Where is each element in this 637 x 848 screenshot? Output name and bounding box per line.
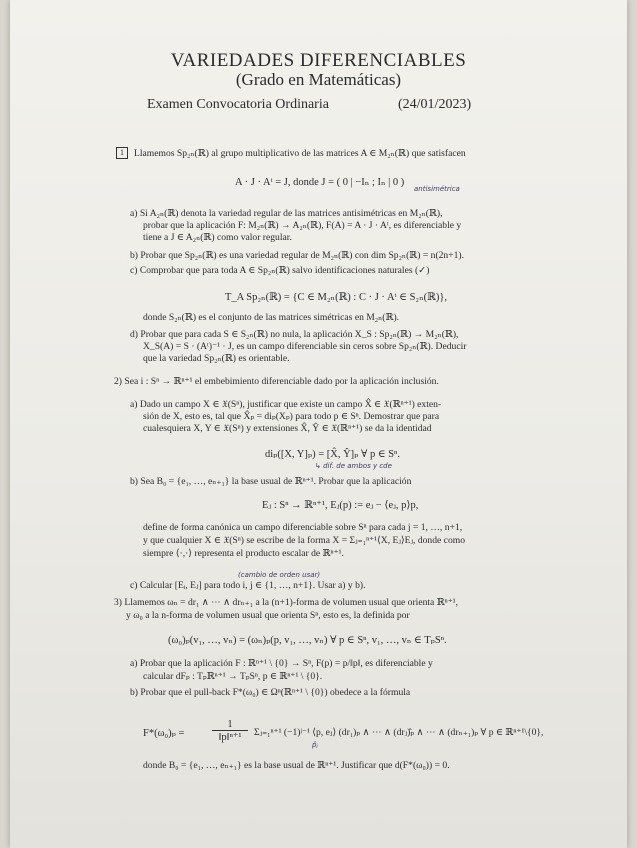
- q1c-after: donde S₂ₙ(ℝ) es el conjunto de las matrices simétricas en M₂ₙ(ℝ).: [143, 312, 400, 323]
- q1d-line-3: que la variedad Sp₂ₙ(ℝ) es orientable.: [143, 353, 290, 364]
- q3b-formula-rhs: Σⱼ₌₁ⁿ⁺¹ (−1)ʲ⁻¹ ⟨p, eⱼ⟩ (dr₁)ₚ ∧ ⋯ ∧ (drⱼ)̂ₚ ∧ ⋯ ∧ (drₙ₊₁)ₚ ∀ p ∈ ℝⁿ⁺¹\{0},: [254, 727, 544, 738]
- exam-name: Examen Convocatoria Ordinaria: [147, 97, 329, 112]
- page-title: VARIEDADES DIFERENCIABLES: [170, 50, 467, 71]
- q3a-line-1: a) Probar que la aplicación F : ℝⁿ⁺¹ \ {0} → Sⁿ, F(p) = p/‖p‖, es diferenciable y: [130, 658, 433, 669]
- q2-intro: 2) Sea i : Sⁿ → ℝⁿ⁺¹ el embebimiento diferenciable dado por la aplicación inclusión.: [114, 376, 439, 387]
- q2a-line-2: sión de X, esto es, tal que X̂ₚ = diₚ(Xₚ) para todo p ∈ Sⁿ. Demostrar que para: [143, 411, 440, 422]
- q3-formula: (ω₀)ₚ(v₁, …, vₙ) = (ωₙ)ₚ(p, v₁, …, vₙ) ∀ p ∈ Sⁿ, v₁, …, vₙ ∈ TₚSⁿ.: [168, 635, 447, 646]
- q3b-after: donde B₀ = {e₁, …, eₙ₊₁} es la base usual de ℝⁿ⁺¹. Justificar que d(F*(ω₀)) = 0.: [143, 760, 450, 771]
- q3b-formula-lhs: F*(ω₀)ₚ =: [143, 728, 185, 739]
- q1a-line-1: a) Si A₂ₙ(ℝ) denota la variedad regular de las matrices antisimétricas en M₂ₙ(ℝ),: [130, 208, 443, 219]
- exam-sheet: [10, 0, 627, 848]
- q1-handwritten-note: antisimétrica: [414, 185, 460, 193]
- q1a-line-3: tiene a J ∈ A₂ₙ(ℝ) como valor regular.: [143, 232, 292, 243]
- q3b-handwritten-note: p̂ⱼ: [312, 741, 318, 749]
- q1a-line-2: probar que la aplicación F: M₂ₙ(ℝ) → A₂ₙ(ℝ), F(A) = A · J · Aᵗ, es diferenciable y: [143, 220, 462, 231]
- q2a-line-1: a) Dado un campo X ∈ 𝔛(Sⁿ), justificar que existe un campo X̂ ∈ 𝔛(ℝⁿ⁺¹) exten-: [130, 399, 442, 410]
- exam-date: (24/01/2023): [398, 97, 472, 112]
- q1c: c) Comprobar que para toda A ∈ Sp₂ₙ(ℝ) salvo identificaciones naturales (✓): [130, 265, 430, 276]
- q2a-formula: diₚ([X, Y]ₚ) = [X̂, Ŷ]ₚ ∀ p ∈ Sⁿ.: [265, 449, 400, 460]
- q3-intro-1: 3) Llamemos ωₙ = dr₁ ∧ ⋯ ∧ drₙ₊₁ a la (n+1)-forma de volumen usual que orienta ℝⁿ⁺¹,: [114, 597, 459, 608]
- q2c-handwritten-note: (cambio de orden usar): [238, 571, 321, 579]
- q3-intro-2: y ω₀ a la n-forma de volumen usual que orienta Sⁿ, esto es, la definida por: [126, 610, 410, 621]
- q1c-formula: T_A Sp₂ₙ(ℝ) = {C ∈ M₂ₙ(ℝ) : C · J · Aᵗ ∈ S₂ₙ(ℝ)},: [225, 292, 448, 303]
- q2c: c) Calcular [Eᵢ, Eⱼ] para todo i, j ∈ {1, …, n+1}. Usar a) y b).: [130, 580, 366, 591]
- q2b-after-3: siempre ⟨·,·⟩ representa el producto escalar de ℝⁿ⁺¹.: [143, 548, 344, 559]
- page-subtitle: (Grado en Matemáticas): [235, 70, 402, 89]
- q1b: b) Probar que Sp₂ₙ(ℝ) es una variedad regular de M₂ₙ(ℝ) con dim Sp₂ₙ(ℝ) = n(2n+1).: [130, 250, 465, 261]
- q1d-line-1: d) Probar que para cada S ∈ S₂ₙ(ℝ) no nula, la aplicación X_S : Sp₂ₙ(ℝ) → M₂ₙ(ℝ),: [130, 329, 459, 340]
- question-number-box: 1: [116, 147, 128, 159]
- q3a-line-2: calcular dFₚ : Tₚℝⁿ⁺¹ → TₚSⁿ, p ∈ ℝⁿ⁺¹ \ {0}.: [143, 671, 323, 682]
- q2b-after-1: define de forma canónica un campo diferenciable sobre Sⁿ para cada j = 1, …, n+1,: [143, 522, 463, 533]
- q1-formula: A · J · Aᵗ = J, donde J = ( 0 | −Iₙ ; Iₙ | 0 ): [235, 177, 405, 188]
- q3b: b) Probar que el pull-back F*(ω₀) ∈ Ωⁿ(ℝⁿ⁺¹ \ {0}) obedece a la fórmula: [130, 687, 411, 698]
- q2b: b) Sea B₀ = {e₁, …, eₙ₊₁} la base usual de ℝⁿ⁺¹. Probar que la aplicación: [130, 476, 412, 487]
- q2a-line-3: cualesquiera X, Y ∈ 𝔛(Sⁿ) y extensiones X̂, Ŷ ∈ 𝔛(ℝⁿ⁺¹) se da la identidad: [143, 423, 432, 434]
- q2b-after-2: y que cualquier X ∈ 𝔛(Sⁿ) se escribe de la forma X = Σⱼ₌₁ⁿ⁺¹⟨X, Eⱼ⟩Eⱼ, donde como: [143, 535, 466, 546]
- q3b-fraction-numerator: 1: [212, 719, 248, 731]
- q2b-formula: Eⱼ : Sⁿ → ℝⁿ⁺¹, Eⱼ(p) := eⱼ − ⟨eⱼ, p⟩p,: [262, 500, 419, 511]
- q2a-handwritten-note: ↳ dif. de ambos y cde: [315, 462, 392, 470]
- q1-intro: Llamemos Sp₂ₙ(ℝ) al grupo multiplicativo de las matrices A ∈ M₂ₙ(ℝ) que satisfacen: [134, 148, 466, 159]
- q3b-fraction-denominator: ‖p‖ⁿ⁺¹: [218, 732, 242, 743]
- q1d-line-2: X_S(A) = S · (Aᵗ)⁻¹ · J, es un campo diferenciable sin ceros sobre Sp₂ₙ(ℝ). Deducir: [143, 341, 467, 352]
